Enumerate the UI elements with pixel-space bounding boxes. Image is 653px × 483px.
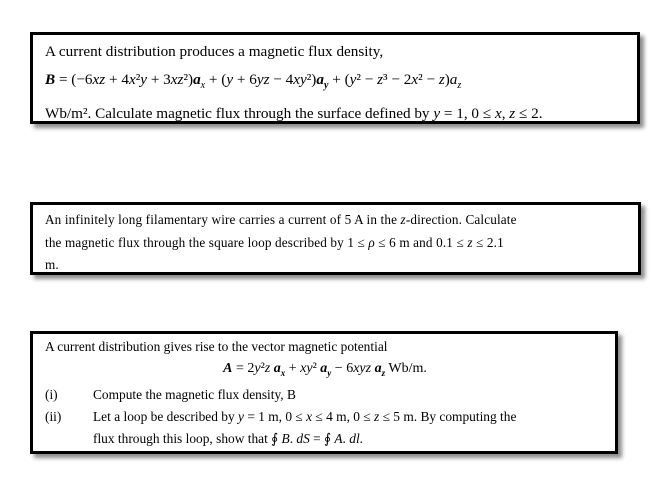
problem-1-box — [30, 32, 640, 124]
item-text: Compute the magnetic flux density, B — [93, 386, 296, 402]
problem-2-box — [30, 202, 641, 275]
problem-2-line-3: m. — [45, 257, 59, 272]
item-text: Let a loop be described by y = 1 m, 0 ≤ x ≤ 4 m, 0 ≤ z ≤ 5 m. By computing the — [93, 408, 517, 424]
item-number: (i) — [45, 386, 58, 402]
problem-1-equation: $B = (-6xz + 4x^2y + 3xz^2)a_x + (y + 6yz - 4xy^2)a_y + (y^2 - z^3 - 2x^2 - z)a_z$ — [45, 71, 462, 92]
item-number: (ii) — [45, 408, 62, 424]
problem-1-line-3: Wb/m². Calculate magnetic flux through the surface defined by y = 1, 0 ≤ x, z ≤ 2. — [45, 105, 543, 123]
problem-1-line-1: A current distribution produces a magnetic flux density, — [45, 43, 384, 60]
problem-3-equation: A = 2y²z $a_x + xy^2$ $a_y - 6xyz$ $a_z$ Wb/m. — [223, 361, 427, 378]
problem-3-box — [30, 331, 618, 454]
problem-2-line-1: An infinitely long filamentary wire carries a current of 5 A in the z-direction. Calculate — [45, 212, 517, 227]
problem-3-item-2 — [45, 406, 605, 428]
problem-3-continuation: flux through this loop, show that ∮ B. dS = ∮ A. dl. — [93, 430, 364, 446]
problem-3-intro: A current distribution gives rise to the vector magnetic potential — [45, 339, 388, 354]
problem-3-item-1 — [45, 384, 605, 406]
problem-2-line-2: the magnetic flux through the square loop described by 1 ≤ ρ ≤ 6 m and 0.1 ≤ z ≤ 2.1 — [45, 234, 504, 250]
